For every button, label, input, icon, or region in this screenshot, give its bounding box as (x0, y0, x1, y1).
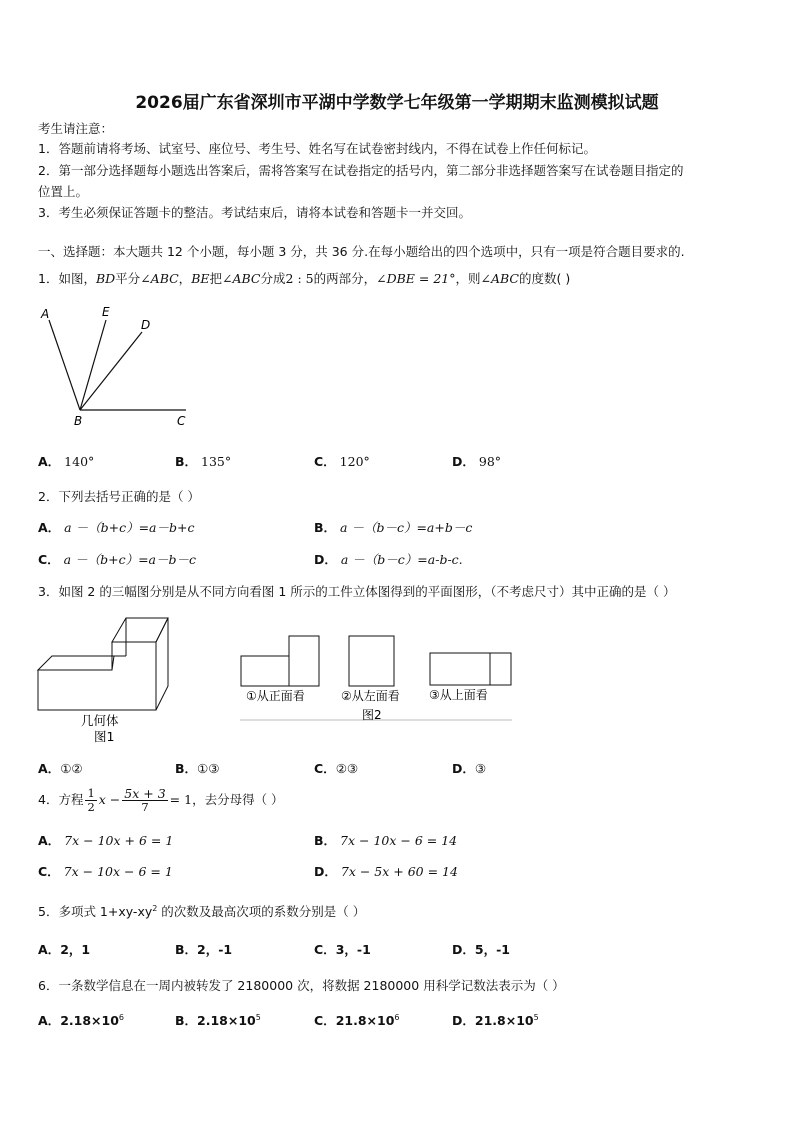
option-key: D． (452, 1013, 475, 1028)
option-value: a －（b+c）=a－b－c (63, 552, 197, 567)
view-3-label: ③从上面看 (429, 688, 488, 702)
q5-text: 5．多项式 1+xy-xy (38, 904, 153, 919)
option-key: D． (452, 942, 475, 957)
option-value: 7x − 10x + 6 = 1 (64, 833, 174, 848)
q1-math: ∠ABC (140, 271, 179, 286)
question-2-stem: 2．下列去括号正确的是（ ） (38, 489, 200, 504)
q2-option-b[interactable] (314, 519, 472, 537)
option-exponent: 5 (255, 1013, 261, 1022)
question-4-stem (38, 786, 284, 814)
option-value: ③ (474, 761, 487, 776)
exam-title: 2026届广东省深圳市平湖中学数学七年级第一学期期末监测模拟试题 (135, 93, 659, 113)
notice-heading: 考生请注意： (38, 121, 114, 136)
notice-item-2: 2．第一部分选择题每小题选出答案后，需将答案写在试卷指定的括号内，第二部分非选择题答案写在试卷题目指定的 (38, 163, 684, 178)
q2-option-d[interactable] (314, 551, 463, 569)
angle-figure (30, 302, 200, 432)
option-key: C． (38, 864, 60, 879)
option-value: ①③ (197, 761, 220, 776)
fraction-half (85, 787, 96, 814)
view-1-label: ①从正面看 (246, 689, 305, 703)
q3-option-d[interactable] (452, 760, 486, 778)
q6-option-a[interactable] (38, 1009, 124, 1030)
option-key: C． (38, 552, 60, 567)
option-value: 7x − 10x − 6 = 1 (63, 864, 173, 879)
q4-option-b[interactable] (314, 832, 457, 850)
option-key: D． (314, 552, 337, 567)
label-d: D (141, 318, 151, 332)
q1-text: 把 (209, 271, 223, 286)
solid-right-side (156, 618, 168, 710)
option-value: a －（b－c）=a+b－c (340, 520, 473, 535)
q1-math: ∠ABC (222, 271, 261, 286)
label-b: B (74, 414, 83, 428)
q1-option-a[interactable] (38, 453, 94, 471)
q4-text: ，去分母得（ ） (192, 792, 284, 807)
option-value: 135° (201, 454, 232, 469)
question-6-stem: 6．一条数学信息在一周内被转发了 2180000 次，将数据 2180000 用科学记数法表示为（ ） (38, 978, 565, 993)
option-value: 7x − 5x + 60 = 14 (340, 864, 458, 879)
fraction-expression (122, 787, 167, 814)
q3-option-c[interactable] (314, 760, 358, 778)
option-key: C． (314, 1013, 336, 1028)
q1-text: 的度数( ) (519, 271, 571, 286)
option-key: A． (38, 761, 61, 776)
question-5-stem (38, 900, 365, 921)
label-c: C (177, 414, 186, 428)
option-key: B． (175, 1013, 198, 1028)
option-key: B． (175, 454, 198, 469)
fraction-numerator: 5x + 3 (124, 786, 166, 801)
option-key: C． (314, 942, 336, 957)
option-value: 2，1 (60, 942, 91, 957)
solid-low-top (38, 656, 114, 670)
option-value: 98° (478, 454, 502, 469)
option-key: A． (38, 454, 61, 469)
label-a: A (41, 307, 50, 321)
fraction-denominator: 7 (141, 800, 149, 814)
q1-math: BD (95, 271, 116, 286)
q1-text: ，则 (455, 271, 481, 286)
ray-be (80, 320, 106, 410)
q5-option-d[interactable] (452, 941, 510, 959)
q6-option-b[interactable] (175, 1009, 261, 1030)
solid-high-top (112, 618, 168, 642)
q3-option-b[interactable] (175, 760, 219, 778)
option-key: A． (38, 833, 61, 848)
q5-exponent: 2 (152, 904, 158, 913)
q1-text: 分成 (260, 271, 286, 286)
option-value: a －（b+c）=a－b+c (64, 520, 195, 535)
q2-option-c[interactable] (38, 551, 196, 569)
q1-math: 2 : 5 (285, 271, 314, 286)
option-value: 7x − 10x − 6 = 14 (340, 833, 458, 848)
option-key: C． (314, 761, 336, 776)
q5-option-a[interactable] (38, 941, 90, 959)
ray-bd (80, 332, 142, 410)
option-value: 5，-1 (474, 942, 510, 957)
q4-text: 4．方程 (38, 792, 84, 807)
option-exponent: 5 (533, 1013, 539, 1022)
option-value: a －（b－c）=a-b-c. (340, 552, 463, 567)
option-key: B． (314, 520, 337, 535)
option-value: ①② (60, 761, 83, 776)
view-2-label: ②从左面看 (341, 689, 400, 703)
q1-option-c[interactable] (314, 453, 370, 471)
question-3-stem: 3．如图 2 的三幅图分别是从不同方向看图 1 所示的工件立体图得到的平面图形，（不考虑尺寸）其中正确的是（ ） (38, 584, 676, 599)
q1-option-b[interactable] (175, 453, 231, 471)
q6-option-c[interactable] (314, 1009, 400, 1030)
figure-2-caption: 图2 (362, 708, 382, 722)
option-key: B． (175, 942, 198, 957)
option-value: 2，-1 (197, 942, 233, 957)
q1-text: ， (178, 271, 192, 286)
q3-option-a[interactable] (38, 760, 83, 778)
q5-text: 的次数及最高次项的系数分别是（ ） (157, 904, 366, 919)
q1-option-d[interactable] (452, 453, 501, 471)
option-value: 2.18×10 (197, 1013, 256, 1028)
option-exponent: 6 (118, 1013, 124, 1022)
option-value: 140° (64, 454, 95, 469)
fraction-denominator: 2 (87, 800, 95, 814)
label-e: E (102, 305, 110, 319)
ray-ba (49, 320, 80, 410)
q5-option-c[interactable] (314, 941, 371, 959)
fraction-numerator: 1 (87, 786, 95, 800)
q1-text: 的两部分， (313, 271, 377, 286)
solid-name: 几何体 (81, 713, 119, 728)
option-value: 3，-1 (335, 942, 371, 957)
views-figure (236, 630, 518, 726)
q1-math: ∠DBE = 21° (376, 271, 456, 286)
q4-math: = 1 (169, 792, 193, 807)
q1-number: 1．如图， (38, 271, 96, 286)
q6-option-d[interactable] (452, 1009, 539, 1030)
q1-text: 平分 (115, 271, 141, 286)
q4-option-d[interactable] (314, 863, 458, 881)
left-view-rect (349, 636, 394, 686)
q5-option-b[interactable] (175, 941, 232, 959)
option-value: ②③ (335, 761, 359, 776)
option-value: 2.18×10 (60, 1013, 119, 1028)
q4-math: x − (98, 792, 121, 807)
option-key: C． (314, 454, 336, 469)
q4-option-c[interactable] (38, 863, 173, 881)
section-heading: 一、选择题：本大题共 12 个小题，每小题 3 分，共 36 分.在每小题给出的四个选项中，只有一项是符合题目要求的. (38, 244, 685, 259)
solid-figure (34, 612, 174, 747)
notice-item-2-cont: 位置上。 (38, 184, 89, 199)
notice-item-3: 3．考生必须保证答题卡的整洁。考试结束后，请将本试卷和答题卡一并交回。 (38, 205, 471, 220)
option-key: A． (38, 1013, 61, 1028)
q2-option-a[interactable] (38, 519, 194, 537)
top-view-rect (430, 653, 511, 685)
option-key: D． (314, 864, 337, 879)
option-key: A． (38, 942, 61, 957)
front-view-right-block (289, 636, 319, 686)
q1-math: BE (191, 271, 210, 286)
figure-1-caption: 图1 (94, 729, 115, 744)
notice-item-1: 1．答题前请将考场、试室号、座位号、考生号、姓名写在试卷密封线内，不得在试卷上作任何标记。 (38, 141, 596, 156)
option-key: A． (38, 520, 61, 535)
option-key: B． (175, 761, 198, 776)
option-exponent: 6 (394, 1013, 400, 1022)
front-view-left-block (241, 656, 289, 686)
question-1-stem (38, 270, 570, 288)
q1-math: ∠ABC (480, 271, 519, 286)
option-key: D． (452, 761, 475, 776)
option-value: 21.8×10 (474, 1013, 534, 1028)
q4-option-a[interactable] (38, 832, 173, 850)
option-key: D． (452, 454, 475, 469)
option-value: 21.8×10 (335, 1013, 395, 1028)
option-value: 120° (339, 454, 370, 469)
solid-front-face (38, 642, 156, 710)
option-key: B． (314, 833, 337, 848)
